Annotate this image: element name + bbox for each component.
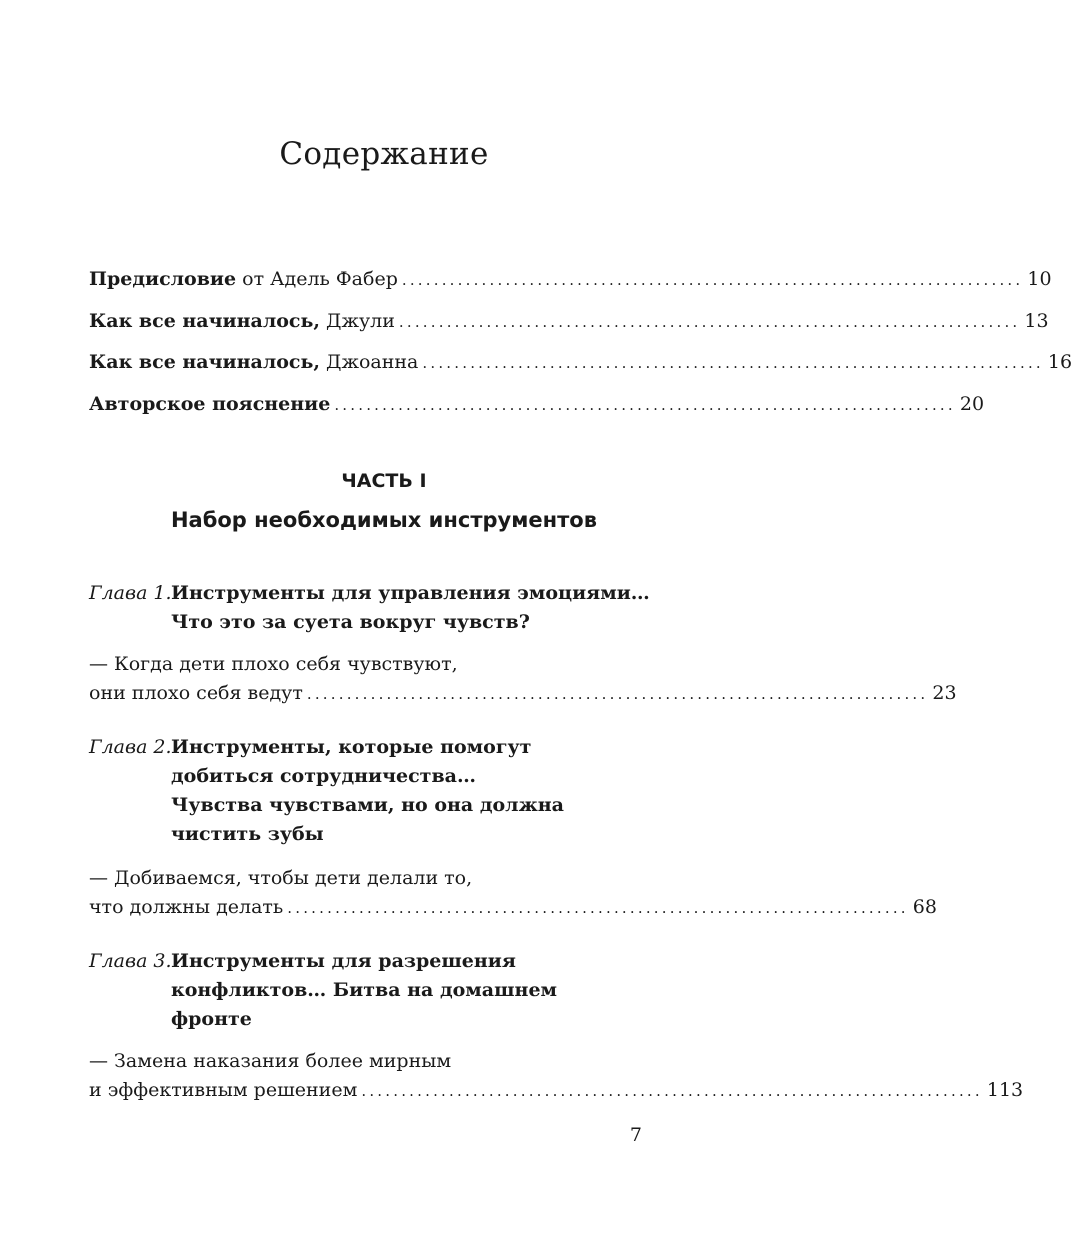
leader-dots: .............................................................................. xyxy=(422,354,1044,372)
leader-dots: .............................................................................. xyxy=(306,685,929,703)
chapter-3-heading[interactable] xyxy=(89,947,642,1034)
toc-entry-foreword[interactable] xyxy=(89,265,1052,293)
chapter-desc-line: — Когда дети плохо себя чувствуют, xyxy=(89,653,458,675)
chapter-1-heading[interactable] xyxy=(89,579,650,637)
chapter-desc-line: и эффективным решением xyxy=(89,1079,358,1101)
chapter-desc-line: — Добиваемся, чтобы дети делали то, xyxy=(89,867,473,889)
toc-entry-bold: Как все начиналось, xyxy=(89,351,320,373)
part-title: Набор необходимых инструментов xyxy=(170,508,598,532)
chapter-desc-line: они плохо себя ведут xyxy=(89,682,303,704)
page-title: Содержание xyxy=(279,136,489,172)
chapter-title-line: фронте xyxy=(171,1008,252,1030)
chapter-desc-line: — Замена наказания более мирным xyxy=(89,1050,452,1072)
chapter-title-line: Инструменты для управления эмоциями… xyxy=(171,582,650,604)
toc-entry-author: Джоанна xyxy=(320,351,419,373)
toc-entry-authors-note[interactable] xyxy=(89,390,985,418)
toc-page-number: 68 xyxy=(912,896,937,918)
chapter-2-description[interactable] xyxy=(89,864,937,923)
toc-entry-author: Джули xyxy=(320,310,395,332)
chapter-title-line: конфликтов… Битва на домашнем xyxy=(171,979,558,1001)
chapter-3-description[interactable] xyxy=(89,1047,1024,1106)
chapter-title-line: Чувства чувствами, но она должна xyxy=(171,794,564,816)
toc-page-number: 16 xyxy=(1047,351,1072,373)
toc-entry-author: от Адель Фабер xyxy=(236,268,398,290)
chapter-desc-line: что должны делать xyxy=(89,896,284,918)
chapter-number: Глава 2. xyxy=(89,736,172,758)
chapter-title-line: чистить зубы xyxy=(171,823,324,845)
page-number: 7 xyxy=(629,1124,642,1146)
toc-entry-beginning-joanna[interactable] xyxy=(89,348,1072,376)
toc-page-number: 20 xyxy=(959,393,985,415)
toc-page-number: 113 xyxy=(986,1079,1024,1101)
chapter-1-description[interactable] xyxy=(89,650,957,709)
chapter-title-line: Что это за суета вокруг чувств? xyxy=(171,611,530,633)
leader-dots: .............................................................................. xyxy=(361,1082,983,1100)
chapter-title-line: добиться сотрудничества… xyxy=(171,765,476,787)
toc-entry-beginning-julie[interactable] xyxy=(89,307,1049,335)
chapter-number: Глава 3. xyxy=(89,950,172,972)
leader-dots: .............................................................................. xyxy=(287,899,909,917)
toc-entry-bold: Авторское пояснение xyxy=(89,393,331,415)
toc-page-number: 13 xyxy=(1024,310,1049,332)
part-label: ЧАСТЬ I xyxy=(341,470,427,492)
leader-dots: .............................................................................. xyxy=(334,396,956,414)
leader-dots: .............................................................................. xyxy=(398,313,1021,331)
chapter-title-line: Инструменты, которые помогут xyxy=(171,736,532,758)
toc-page-number: 10 xyxy=(1027,268,1052,290)
leader-dots: .............................................................................. xyxy=(401,271,1024,289)
toc-entry-bold: Предисловие xyxy=(89,268,237,290)
chapter-number: Глава 1. xyxy=(89,582,172,604)
chapter-2-heading[interactable] xyxy=(89,733,642,849)
chapter-title-line: Инструменты для разрешения xyxy=(171,950,516,972)
toc-entry-bold: Как все начиналось, xyxy=(89,310,320,332)
toc-page-number: 23 xyxy=(932,682,957,704)
